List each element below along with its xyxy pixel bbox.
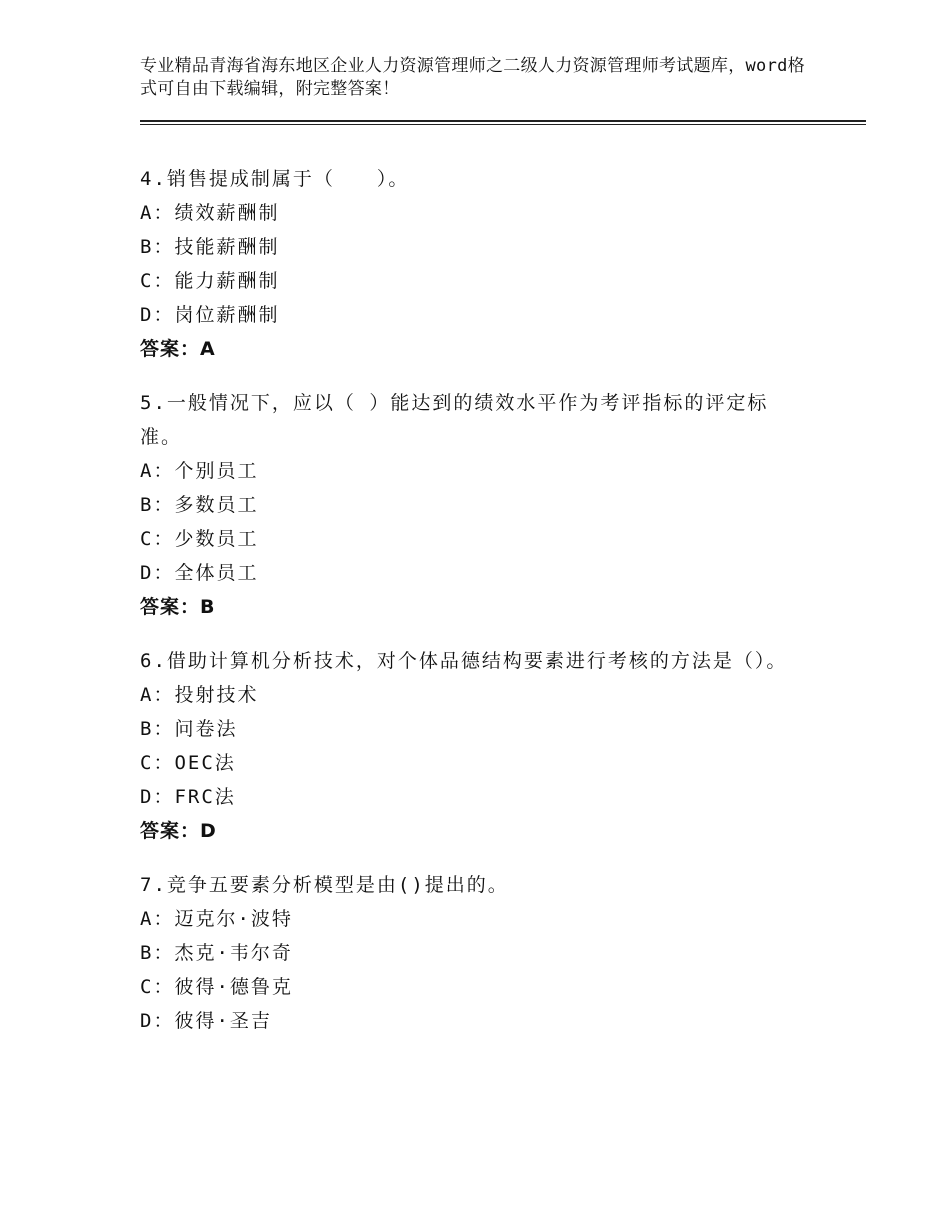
document-header: 专业精品青海省海东地区企业人力资源管理师之二级人力资源管理师考试题库，word格式可自由下载编辑，附完整答案！ [140,56,805,99]
option-b: B：技能薪酬制 [140,236,280,258]
question-7 [140,868,800,1038]
question-6 [140,644,800,848]
option-b: B：多数员工 [140,494,259,516]
question-stem: 5.一般情况下，应以（ ）能达到的绩效水平作为考评指标的评定标准。 [140,392,769,448]
answer-label: 答案：B [140,596,216,618]
question-4 [140,162,800,366]
question-5 [140,386,800,624]
answer-label: 答案：A [140,338,216,360]
option-b: B：杰克·韦尔奇 [140,942,293,964]
option-c: C：能力薪酬制 [140,270,280,292]
option-d: D：全体员工 [140,562,259,584]
header-divider-thin [140,124,866,125]
option-d: D：彼得·圣吉 [140,1010,272,1032]
question-stem: 4.销售提成制属于（ ）。 [140,168,410,190]
header-divider-thick [140,120,866,122]
option-c: C：OEC法 [140,752,236,774]
option-c: C：少数员工 [140,528,259,550]
answer-label: 答案：D [140,820,217,842]
option-a: A：绩效薪酬制 [140,202,280,224]
option-d: D：岗位薪酬制 [140,304,280,326]
option-c: C：彼得·德鲁克 [140,976,293,998]
option-d: D：FRC法 [140,786,236,808]
option-a: A：迈克尔·波特 [140,908,293,930]
question-list [140,162,800,1058]
option-a: A：投射技术 [140,684,259,706]
option-a: A：个别员工 [140,460,259,482]
question-stem: 6.借助计算机分析技术，对个体品德结构要素进行考核的方法是（）。 [140,650,788,672]
question-stem: 7.竞争五要素分析模型是由()提出的。 [140,874,509,896]
option-b: B：问卷法 [140,718,238,740]
